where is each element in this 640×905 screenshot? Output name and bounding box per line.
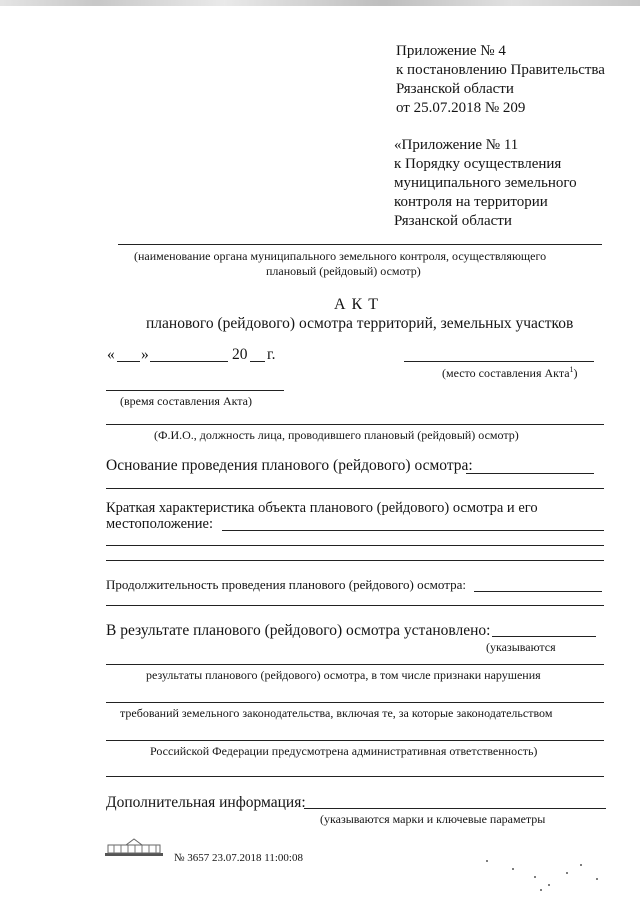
characteristic-label-line1: Краткая характеристика объекта планового (рейдового) осмотра и его xyxy=(106,500,538,516)
characteristic-field-line3[interactable] xyxy=(106,560,604,561)
scan-noise xyxy=(534,876,536,878)
scan-noise xyxy=(596,878,598,880)
appendix-date: от 25.07.2018 № 209 xyxy=(396,100,526,116)
footnote-mark: 1 xyxy=(569,365,574,374)
annex-line5: Рязанской области xyxy=(394,213,512,229)
scan-noise xyxy=(486,860,488,862)
authority-caption-line1: (наименование органа муниципального земельного контроля, осуществляющего xyxy=(134,249,547,263)
annex-title: «Приложение № 11 xyxy=(394,137,519,153)
place-field[interactable] xyxy=(404,361,594,362)
annex-line2: к Порядку осуществления xyxy=(394,156,562,172)
duration-field-line2[interactable] xyxy=(106,605,604,606)
result-label: В результате планового (рейдового) осмотра установлено: xyxy=(106,622,491,639)
duration-label: Продолжительность проведения планового (рейдового) осмотра: xyxy=(106,577,466,592)
year-field[interactable] xyxy=(250,361,265,362)
characteristic-field[interactable] xyxy=(222,530,604,531)
government-building-icon xyxy=(104,838,164,858)
appendix-line2: к постановлению Правительства xyxy=(396,62,605,78)
act-title: А К Т xyxy=(334,296,379,313)
annex-line4: контроля на территории xyxy=(394,194,548,210)
year-suffix: г. xyxy=(267,346,276,363)
additional-caption: (указываются марки и ключевые параметры xyxy=(320,812,546,826)
additional-label: Дополнительная информация: xyxy=(106,794,306,811)
scan-noise xyxy=(540,889,542,891)
result-caption-line2: результаты планового (рейдового) осмотра, в том числе признаки нарушения xyxy=(146,668,541,682)
time-caption: (время составления Акта) xyxy=(120,394,253,408)
scan-noise xyxy=(580,864,582,866)
appendix-line3: Рязанской области xyxy=(396,81,514,97)
result-field-line5[interactable] xyxy=(106,776,604,777)
time-field[interactable] xyxy=(106,390,284,391)
result-field[interactable] xyxy=(492,636,596,637)
scan-noise xyxy=(548,884,550,886)
result-caption-line4: Российской Федерации предусмотрена административная ответственность) xyxy=(150,744,538,758)
day-field[interactable] xyxy=(117,361,140,362)
characteristic-label-line2: местоположение: xyxy=(106,516,213,532)
authority-caption-line2: плановый (рейдовый) осмотр) xyxy=(266,264,421,278)
basis-field-line2[interactable] xyxy=(106,488,604,489)
result-caption-line3: требований земельного законодательства, включая те, за которые законодательством xyxy=(120,706,553,720)
month-field[interactable] xyxy=(150,361,228,362)
person-caption: (Ф.И.О., должность лица, проводившего плановый (рейдовый) осмотр) xyxy=(154,428,519,442)
annex-line3: муниципального земельного xyxy=(394,175,577,191)
date-close-quote: » xyxy=(141,346,149,363)
person-field[interactable] xyxy=(106,424,604,425)
registration-stamp: № 3657 23.07.2018 11:00:08 xyxy=(174,852,303,864)
basis-field[interactable] xyxy=(466,473,594,474)
place-caption: (место составления Акта$^1$) xyxy=(442,365,578,380)
basis-label: Основание проведения планового (рейдового) осмотра: xyxy=(106,457,473,474)
year-prefix: 20 xyxy=(232,346,248,363)
scan-noise xyxy=(566,872,568,874)
characteristic-field-line2[interactable] xyxy=(106,545,604,546)
date-open-quote: « xyxy=(107,346,115,363)
result-field-line3[interactable] xyxy=(106,702,604,703)
result-field-line4[interactable] xyxy=(106,740,604,741)
appendix-title: Приложение № 4 xyxy=(396,43,506,59)
act-subtitle: планового (рейдового) осмотра территорий, земельных участков xyxy=(146,315,574,332)
scan-noise xyxy=(512,868,514,870)
duration-field[interactable] xyxy=(474,591,602,592)
scan-edge xyxy=(0,0,640,6)
authority-name-line xyxy=(118,244,602,245)
additional-field[interactable] xyxy=(304,808,606,809)
result-caption-line1: (указываются xyxy=(486,640,556,654)
result-field-line2[interactable] xyxy=(106,664,604,665)
